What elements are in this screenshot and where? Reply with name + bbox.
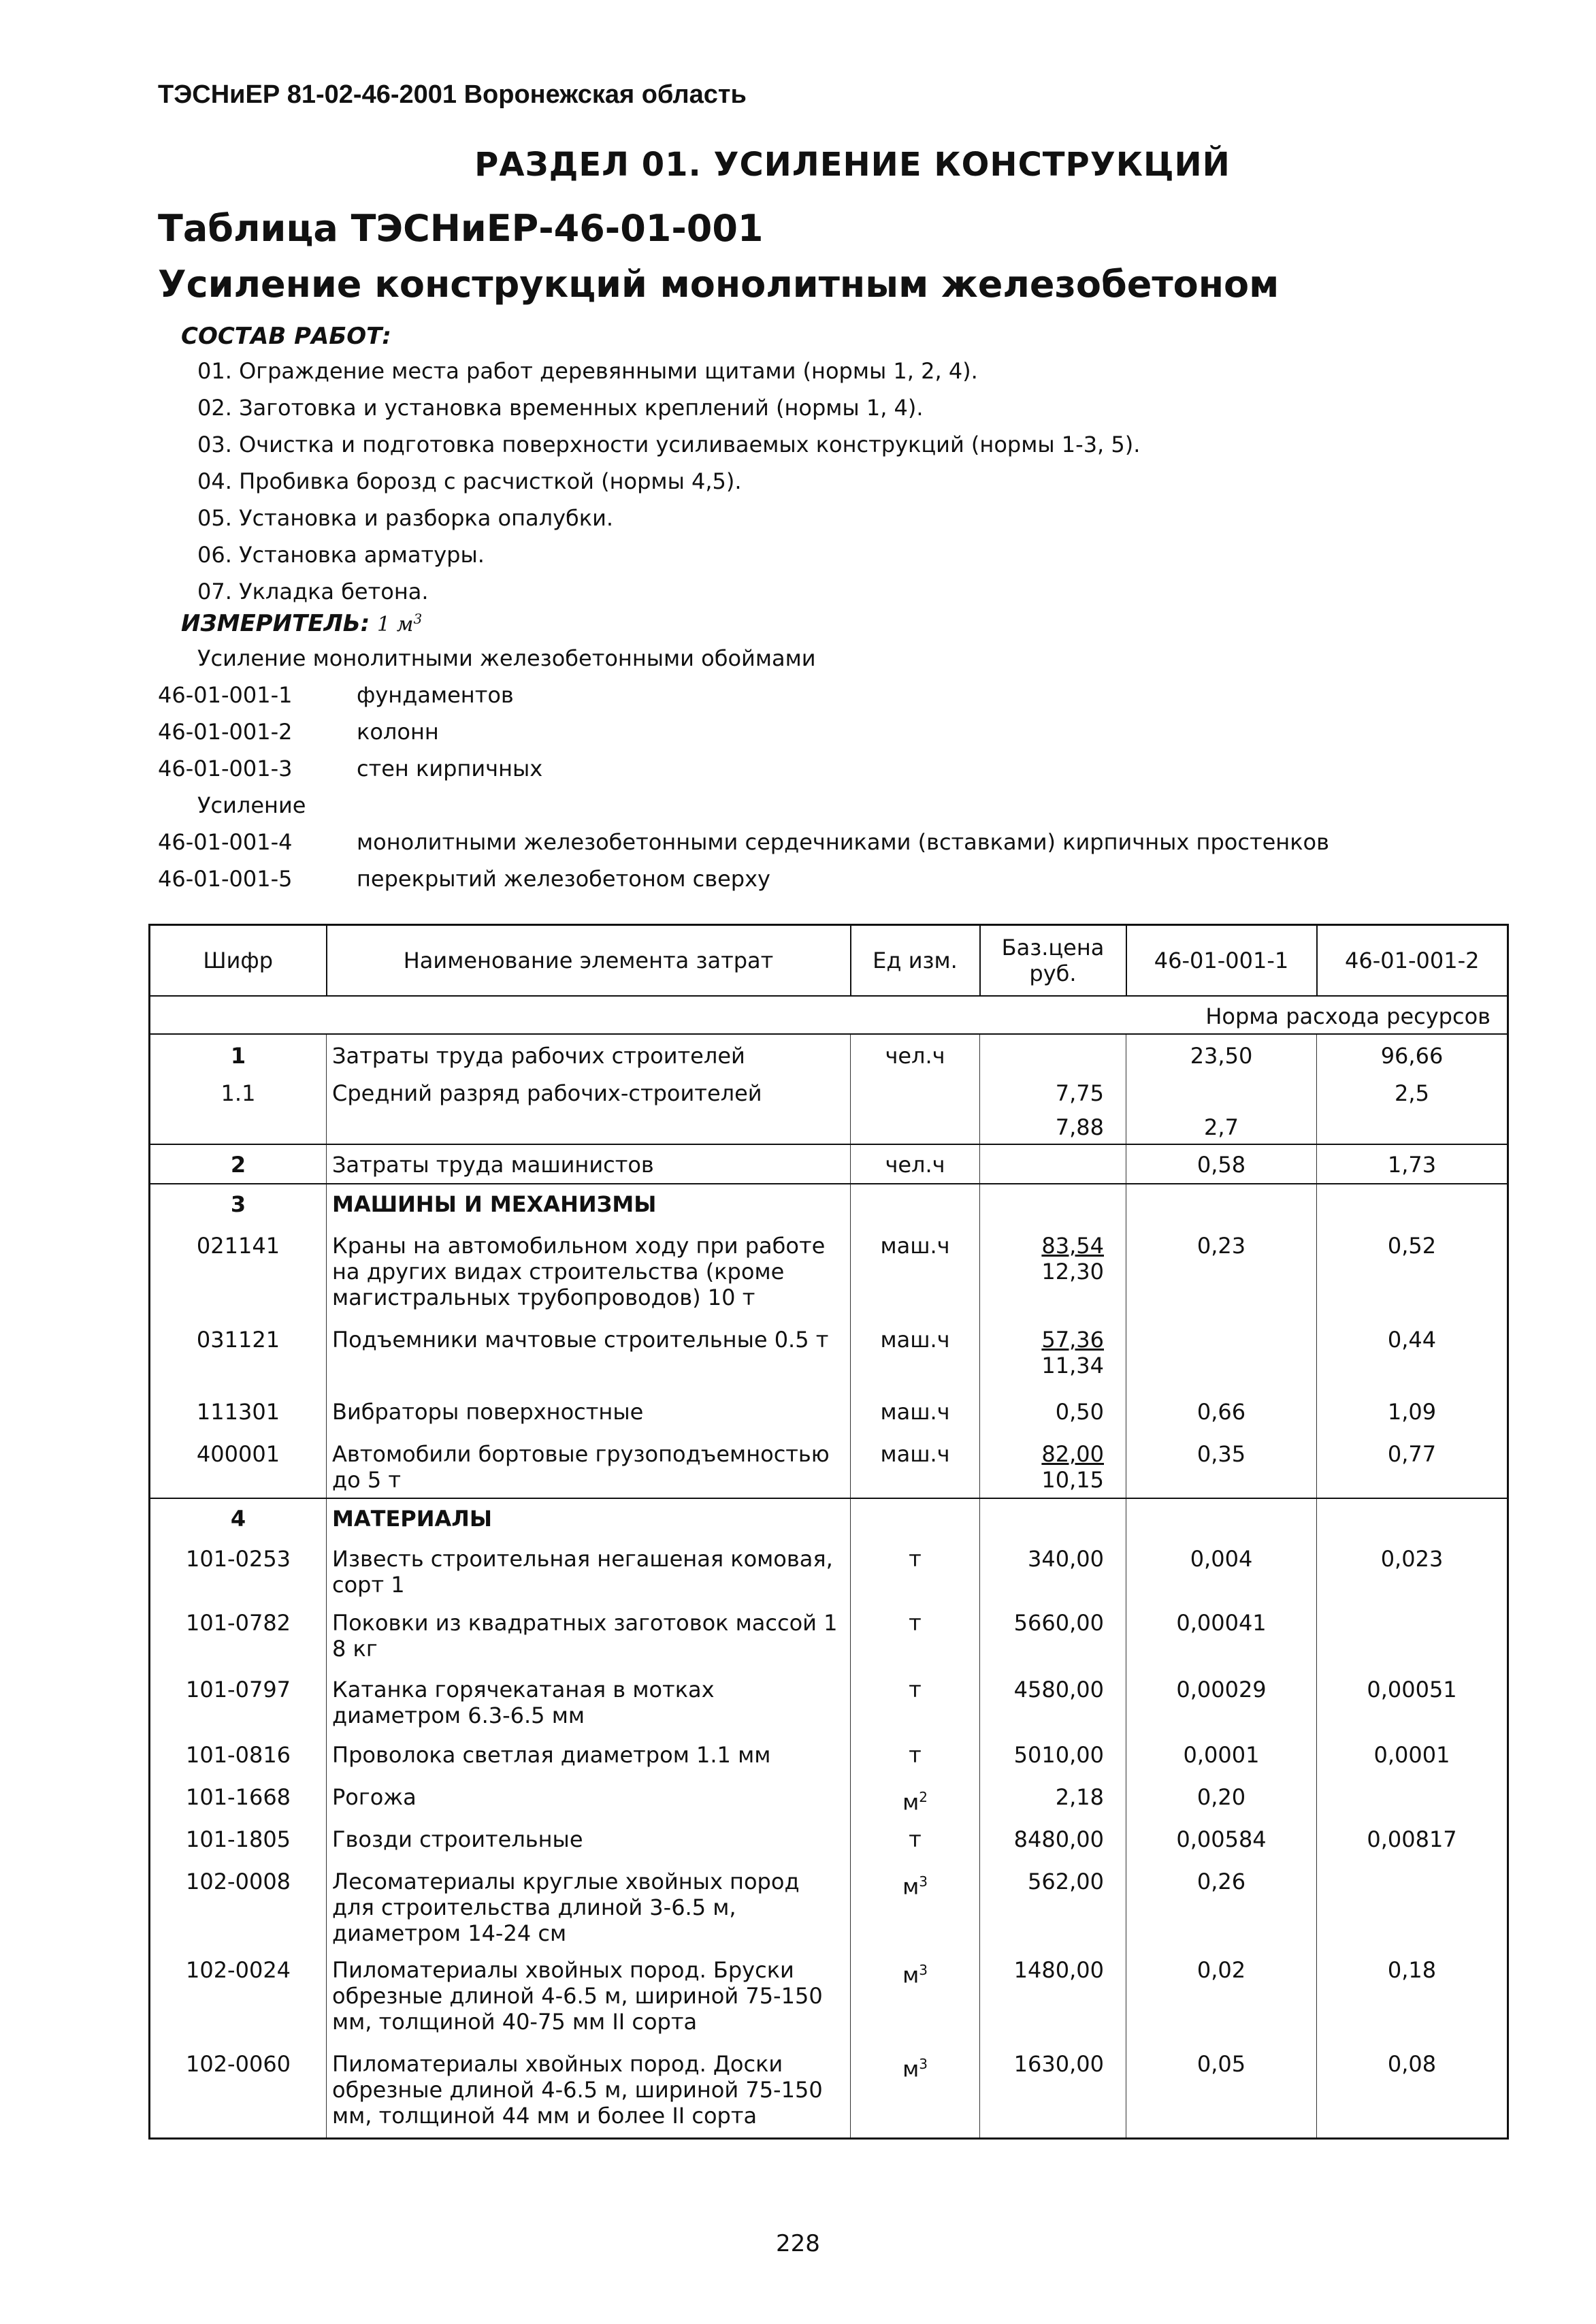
cell-norm-1: 0,00041 bbox=[1126, 1604, 1317, 1671]
cell-norm-2: 0,52 bbox=[1317, 1223, 1508, 1321]
cell-unit: маш.ч bbox=[851, 1223, 980, 1321]
cell-name: Поковки из квадратных заготовок массой 1 8 кг bbox=[327, 1604, 851, 1671]
cell-norm-1 bbox=[1126, 1072, 1317, 1110]
cell-norm-1: 0,66 bbox=[1126, 1393, 1317, 1436]
cell-code: 3 bbox=[150, 1184, 327, 1223]
cell-price: 1480,00 bbox=[980, 1952, 1126, 2046]
cell-price: 340,00 bbox=[980, 1538, 1126, 1604]
measure-line bbox=[181, 610, 422, 637]
cell-code: 101-0782 bbox=[150, 1604, 327, 1671]
cell-name: Автомобили бортовые грузоподъемностью до 5 т bbox=[327, 1436, 851, 1498]
cell-name: Затраты труда рабочих строителей bbox=[327, 1034, 851, 1072]
cell-unit: т bbox=[851, 1604, 980, 1671]
cell-unit bbox=[851, 1072, 980, 1110]
cell-unit: маш.ч bbox=[851, 1393, 980, 1436]
table-row bbox=[150, 1393, 1508, 1436]
cell-name bbox=[327, 1110, 851, 1144]
cell-name: МАШИНЫ И МЕХАНИЗМЫ bbox=[327, 1184, 851, 1223]
cell-code bbox=[150, 1110, 327, 1144]
cell-code: 4 bbox=[150, 1498, 327, 1538]
cell-name: Лесоматериалы круглые хвойных пород для строительства длиной 3-6.5 м, диаметром 14-24 см bbox=[327, 1863, 851, 1952]
cell-price: 5660,00 bbox=[980, 1604, 1126, 1671]
cell-price bbox=[980, 1144, 1126, 1184]
cell-unit: т bbox=[851, 1821, 980, 1863]
cell-unit bbox=[851, 1184, 980, 1223]
cell-norm-1: 0,05 bbox=[1126, 2046, 1317, 2138]
cell-norm-2: 2,5 bbox=[1317, 1072, 1508, 1110]
cell-norm-1: 0,0001 bbox=[1126, 1737, 1317, 1779]
work-item: 02. Заготовка и установка временных креплений (нормы 1, 4). bbox=[197, 395, 924, 421]
work-item: 01. Ограждение места работ деревянными щитами (нормы 1, 2, 4). bbox=[197, 358, 978, 384]
cell-price: 57,36 11,34 bbox=[980, 1321, 1126, 1393]
table-row bbox=[150, 1671, 1508, 1737]
cell-unit: т bbox=[851, 1671, 980, 1737]
cell-price: 562,00 bbox=[980, 1863, 1126, 1952]
cell-name: Гвозди строительные bbox=[327, 1821, 851, 1863]
cell-unit: т bbox=[851, 1538, 980, 1604]
table-subtitle: Усиление конструкций монолитным железобетоном bbox=[158, 263, 1280, 306]
cell-price: 7,75 bbox=[980, 1072, 1126, 1110]
norm-header-label: Норма расхода ресурсов bbox=[150, 996, 1508, 1034]
cell-unit bbox=[851, 1498, 980, 1538]
cell-price: 2,18 bbox=[980, 1779, 1126, 1821]
cell-unit: маш.ч bbox=[851, 1436, 980, 1498]
work-item: 04. Пробивка борозд с расчисткой (нормы 4,5). bbox=[197, 468, 742, 494]
cell-norm-2 bbox=[1317, 1863, 1508, 1952]
cell-norm-1: 0,00584 bbox=[1126, 1821, 1317, 1863]
header-norm-2: 46-01-001-2 bbox=[1317, 925, 1508, 997]
cell-code: 1.1 bbox=[150, 1072, 327, 1110]
cell-price: 4580,00 bbox=[980, 1671, 1126, 1737]
cell-name: Подъемники мачтовые строительные 0.5 т bbox=[327, 1321, 851, 1393]
section-title: РАЗДЕЛ 01. УСИЛЕНИЕ КОНСТРУКЦИЙ bbox=[474, 146, 1231, 184]
measure-unit: 1 $м^3$ bbox=[377, 611, 423, 636]
cell-norm-2: 1,09 bbox=[1317, 1393, 1508, 1436]
work-composition-label: СОСТАВ РАБОТ: bbox=[181, 323, 391, 350]
cell-norm-2 bbox=[1317, 1184, 1508, 1223]
cell-name: Пиломатериалы хвойных пород. Доски обрезные длиной 4-6.5 м, шириной 75-150 мм, толщиной 44 мм и более II сорта bbox=[327, 2046, 851, 2138]
cell-unit: т bbox=[851, 1737, 980, 1779]
cell-code: 102-0060 bbox=[150, 2046, 327, 2138]
table-row bbox=[150, 1184, 1508, 1223]
cell-name: МАТЕРИАЛЫ bbox=[327, 1498, 851, 1538]
cell-norm-2: 0,023 bbox=[1317, 1538, 1508, 1604]
table-row bbox=[150, 1952, 1508, 2046]
cell-price bbox=[980, 1498, 1126, 1538]
work-item: 03. Очистка и подготовка поверхности усиливаемых конструкций (нормы 1-3, 5). bbox=[197, 432, 1141, 457]
cell-norm-1: 0,004 bbox=[1126, 1538, 1317, 1604]
table-row bbox=[150, 1863, 1508, 1952]
cell-code: 101-0253 bbox=[150, 1538, 327, 1604]
table-header-row bbox=[150, 925, 1508, 997]
table-row bbox=[150, 1779, 1508, 1821]
page-number: 228 bbox=[776, 2230, 820, 2257]
cell-norm-1: 2,7 bbox=[1126, 1110, 1317, 1144]
cell-name: Пиломатериалы хвойных пород. Бруски обрезные длиной 4-6.5 м, шириной 75-150 мм, толщиной 40-75 мм II сорта bbox=[327, 1952, 851, 2046]
cell-price bbox=[980, 1034, 1126, 1072]
cell-price: 1630,00 bbox=[980, 2046, 1126, 2138]
cell-name: Рогожа bbox=[327, 1779, 851, 1821]
header-code: Шифр bbox=[150, 925, 327, 997]
cell-unit: чел.ч bbox=[851, 1034, 980, 1072]
work-list bbox=[197, 353, 1140, 610]
work-item: 06. Установка арматуры. bbox=[197, 542, 485, 568]
cell-norm-2: 0,44 bbox=[1317, 1321, 1508, 1393]
resource-norms-table bbox=[148, 924, 1509, 2140]
cell-unit: чел.ч bbox=[851, 1144, 980, 1184]
cell-unit bbox=[851, 1110, 980, 1144]
cell-norm-2 bbox=[1317, 1110, 1508, 1144]
cell-code: 400001 bbox=[150, 1436, 327, 1498]
document-header: ТЭСНиЕР 81-02-46-2001 Воронежская область bbox=[158, 80, 747, 109]
header-price: Баз.цена руб. bbox=[980, 925, 1126, 997]
cell-name: Вибраторы поверхностные bbox=[327, 1393, 851, 1436]
cell-name: Известь строительная негашеная комовая, сорт 1 bbox=[327, 1538, 851, 1604]
work-item: 07. Укладка бетона. bbox=[197, 579, 429, 604]
table-row bbox=[150, 1538, 1508, 1604]
cell-norm-1 bbox=[1126, 1184, 1317, 1223]
cell-name: Краны на автомобильном ходу при работе на других видах строительства (кроме магистральных трубопроводов) 10 т bbox=[327, 1223, 851, 1321]
table-row bbox=[150, 1072, 1508, 1110]
cell-price: 7,88 bbox=[980, 1110, 1126, 1144]
measure-label: ИЗМЕРИТЕЛЬ: bbox=[181, 610, 370, 637]
cell-price: 83,54 12,30 bbox=[980, 1223, 1126, 1321]
header-name: Наименование элемента затрат bbox=[327, 925, 851, 997]
cell-code: 101-0797 bbox=[150, 1671, 327, 1737]
cell-code: 101-1805 bbox=[150, 1821, 327, 1863]
cell-code: 102-0008 bbox=[150, 1863, 327, 1952]
cell-norm-2: 96,66 bbox=[1317, 1034, 1508, 1072]
header-norm-1: 46-01-001-1 bbox=[1126, 925, 1317, 997]
cell-unit: $м^2$ bbox=[851, 1779, 980, 1821]
cell-code: 111301 bbox=[150, 1393, 327, 1436]
table-row bbox=[150, 1223, 1508, 1321]
table-row bbox=[150, 1498, 1508, 1538]
cell-code: 2 bbox=[150, 1144, 327, 1184]
cell-norm-2: 1,73 bbox=[1317, 1144, 1508, 1184]
cell-unit: маш.ч bbox=[851, 1321, 980, 1393]
cell-norm-2: 0,00817 bbox=[1317, 1821, 1508, 1863]
cell-unit: $м^3$ bbox=[851, 2046, 980, 2138]
table-row bbox=[150, 1321, 1508, 1393]
cell-norm-1: 0,23 bbox=[1126, 1223, 1317, 1321]
cell-norm-2: 0,77 bbox=[1317, 1436, 1508, 1498]
header-unit: Ед изм. bbox=[851, 925, 980, 997]
norm-header-row bbox=[150, 996, 1508, 1034]
cell-unit: $м^3$ bbox=[851, 1863, 980, 1952]
cell-norm-2: 0,00051 bbox=[1317, 1671, 1508, 1737]
cell-code: 101-1668 bbox=[150, 1779, 327, 1821]
cell-code: 031121 bbox=[150, 1321, 327, 1393]
table-row bbox=[150, 1737, 1508, 1779]
cell-price: 82,00 10,15 bbox=[980, 1436, 1126, 1498]
cell-code: 101-0816 bbox=[150, 1737, 327, 1779]
cell-name: Средний разряд рабочих-строителей bbox=[327, 1072, 851, 1110]
cell-norm-1: 0,58 bbox=[1126, 1144, 1317, 1184]
cell-name: Проволока светлая диаметром 1.1 мм bbox=[327, 1737, 851, 1779]
cell-norm-1: 23,50 bbox=[1126, 1034, 1317, 1072]
cell-price: 0,50 bbox=[980, 1393, 1126, 1436]
cell-code: 102-0024 bbox=[150, 1952, 327, 2046]
cell-norm-2: 0,08 bbox=[1317, 2046, 1508, 2138]
table-row bbox=[150, 1034, 1508, 1072]
cell-price bbox=[980, 1184, 1126, 1223]
cell-norm-2 bbox=[1317, 1498, 1508, 1538]
work-item: 05. Установка и разборка опалубки. bbox=[197, 505, 614, 531]
cell-price: 5010,00 bbox=[980, 1737, 1126, 1779]
table-row bbox=[150, 2046, 1508, 2138]
table-row bbox=[150, 1604, 1508, 1671]
table-row bbox=[150, 1436, 1508, 1498]
cell-name: Катанка горячекатаная в мотках диаметром 6.3-6.5 мм bbox=[327, 1671, 851, 1737]
cell-norm-1 bbox=[1126, 1498, 1317, 1538]
cell-norm-1: 0,20 bbox=[1126, 1779, 1317, 1821]
cell-code: 021141 bbox=[150, 1223, 327, 1321]
table-row bbox=[150, 1110, 1508, 1144]
cell-norm-1: 0,00029 bbox=[1126, 1671, 1317, 1737]
cell-norm-2 bbox=[1317, 1604, 1508, 1671]
cell-unit: $м^3$ bbox=[851, 1952, 980, 2046]
cell-norm-1: 0,02 bbox=[1126, 1952, 1317, 2046]
cell-code: 1 bbox=[150, 1034, 327, 1072]
cell-price: 8480,00 bbox=[980, 1821, 1126, 1863]
cell-name: Затраты труда машинистов bbox=[327, 1144, 851, 1184]
table-title: Таблица ТЭСНиЕР-46-01-001 bbox=[158, 207, 764, 250]
table-row bbox=[150, 1821, 1508, 1863]
cell-norm-2: 0,0001 bbox=[1317, 1737, 1508, 1779]
cell-norm-2 bbox=[1317, 1779, 1508, 1821]
cell-norm-1: 0,35 bbox=[1126, 1436, 1317, 1498]
table-row bbox=[150, 1144, 1508, 1184]
cell-norm-1: 0,26 bbox=[1126, 1863, 1317, 1952]
cell-norm-2: 0,18 bbox=[1317, 1952, 1508, 2046]
cell-norm-1 bbox=[1126, 1321, 1317, 1393]
